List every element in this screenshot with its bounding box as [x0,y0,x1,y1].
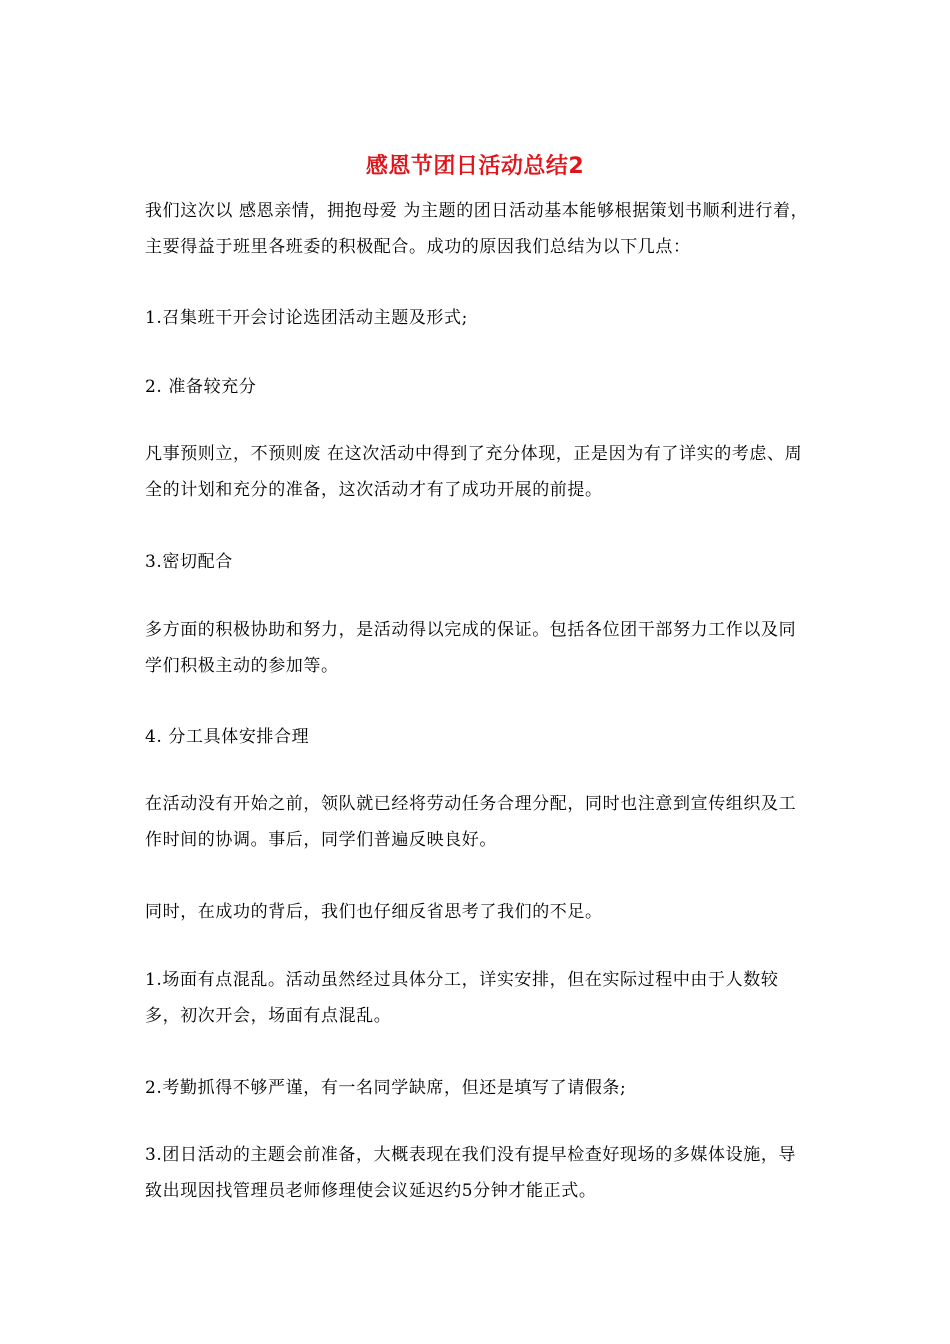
paragraph-point-3-heading: 3.密切配合 [145,552,233,572]
paragraph-point-2-heading: 2. 准备较充分 [145,377,257,397]
document-title: 感恩节团日活动总结2 [365,154,585,179]
paragraph-point-4-heading: 4. 分工具体安排合理 [145,727,310,747]
paragraph-point-4-body: 在活动没有开始之前，领队就已经将劳动任务合理分配，同时也注意到宣传组织及工作时间的协调。事后，同学们普遍反映良好。 [145,794,797,850]
paragraph-point-2-body: 凡事预则立，不预则废 在这次活动中得到了充分体现，正是因为有了详实的考虑、周全的计划和充分的准备，这次活动才有了成功开展的前提。 [145,444,803,500]
paragraph-point-3-body: 多方面的积极协助和努力，是活动得以完成的保证。包括各位团干部努力工作以及同学们积极主动的参加等。 [145,620,797,676]
paragraph-reflection-intro: 同时，在成功的背后，我们也仔细反省思考了我们的不足。 [145,902,603,922]
paragraph-shortcoming-3: 3.团日活动的主题会前准备，大概表现在我们没有提早检查好现场的多媒体设施，导致出现因找管理员老师修理使会议延迟约5分钟才能正式。 [145,1145,797,1201]
paragraph-shortcoming-2: 2.考勤抓得不够严谨，有一名同学缺席，但还是填写了请假条; [145,1078,627,1098]
paragraph-shortcoming-1: 1.场面有点混乱。活动虽然经过具体分工，详实安排，但在实际过程中由于人数较多，初次开会，场面有点混乱。 [145,970,779,1026]
paragraph-intro: 我们这次以 感恩亲情，拥抱母爱 为主题的团日活动基本能够根据策划书顺利进行着，主要得益于班里各班委的积极配合。成功的原因我们总结为以下几点： [145,201,809,257]
paragraph-point-1: 1.召集班干开会讨论选团活动主题及形式; [145,308,468,328]
